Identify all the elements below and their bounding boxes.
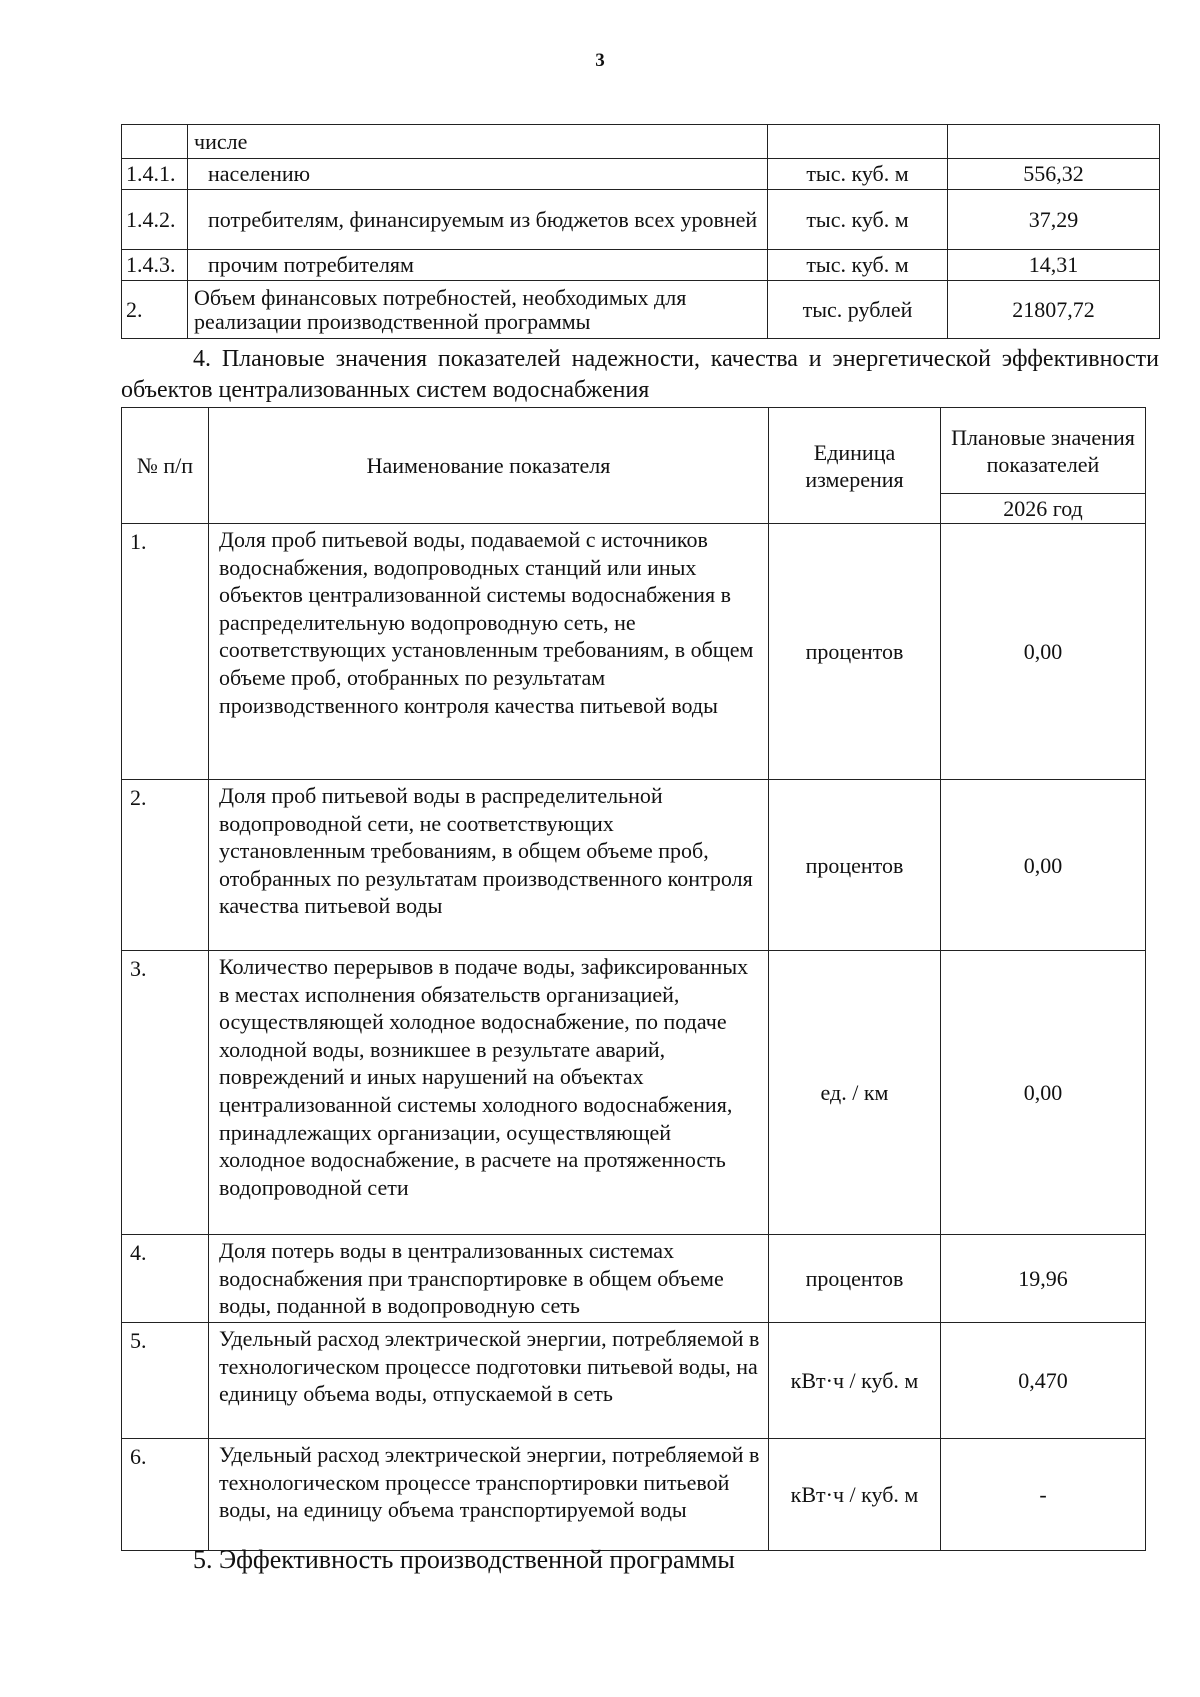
row-value: 556,32: [948, 159, 1160, 190]
row-name: Доля потерь воды в централизованных системах водоснабжения при транспортировке в общем объеме воды, поданной в водопроводную сеть: [209, 1235, 769, 1323]
row-value: 37,29: [948, 190, 1160, 250]
table-row: [122, 1439, 1146, 1551]
row-name: прочим потребителям: [188, 250, 768, 281]
table-row: [122, 780, 1146, 951]
row-name: Доля проб питьевой воды в распределительной водопроводной сети, не соответствующих установленным требованиям, в общем объеме проб, отобранных по результатам производственного контроля качества питьевой воды: [209, 780, 769, 951]
row-value: -: [941, 1439, 1146, 1551]
row-number: 2.: [122, 780, 209, 951]
row-value: 0,00: [941, 780, 1146, 951]
row-name: Доля проб питьевой воды, подаваемой с источников водоснабжения, водопроводных станций или иных объектов централизованной системы водоснабжения в распределительную водопроводную сеть, не соответствующих установленным требованиям, в общем объеме проб, отобранных по результатам производственного контроля качества питьевой воды: [209, 524, 769, 780]
row-name: Объем финансовых потребностей, необходимых для реализации производственной программы: [188, 281, 768, 339]
row-name: Удельный расход электрической энергии, потребляемой в технологическом процессе транспортировки питьевой воды, на единицу объема транспортируемой воды: [209, 1439, 769, 1551]
section-4-heading: [121, 344, 1159, 406]
row-unit: процентов: [769, 524, 941, 780]
table-row: [122, 159, 1160, 190]
section-4-title: Плановые значения показателей надежности, качества и энергетической эффективности объектов централизованных систем водоснабжения: [121, 346, 1159, 403]
row-unit: тыс. рублей: [768, 281, 948, 339]
row-number: 1.: [122, 524, 209, 780]
row-unit: тыс. куб. м: [768, 159, 948, 190]
header-name: Наименование показателя: [209, 408, 769, 524]
row-name: населению: [188, 159, 768, 190]
section-4-number: 4.: [193, 346, 211, 372]
row-unit: кВт·ч / куб. м: [769, 1439, 941, 1551]
row-number: 6.: [122, 1439, 209, 1551]
table-row: [122, 524, 1146, 780]
table-row: [122, 190, 1160, 250]
row-value: 0,00: [941, 951, 1146, 1235]
row-number: 2.: [122, 281, 188, 339]
table-row: [122, 1235, 1146, 1323]
row-number: 1.4.3.: [122, 250, 188, 281]
row-number: 1.4.2.: [122, 190, 188, 250]
row-unit: тыс. куб. м: [768, 250, 948, 281]
row-value: 14,31: [948, 250, 1160, 281]
header-unit: Единица измерения: [769, 408, 941, 524]
row-value: 19,96: [941, 1235, 1146, 1323]
table-row: [122, 951, 1146, 1235]
header-year: 2026 год: [941, 494, 1146, 524]
row-number: [122, 125, 188, 159]
row-unit: процентов: [769, 1235, 941, 1323]
row-number: 1.4.1.: [122, 159, 188, 190]
row-value: 0,00: [941, 524, 1146, 780]
row-number: 3.: [122, 951, 209, 1235]
row-value: 21807,72: [948, 281, 1160, 339]
row-name: Удельный расход электрической энергии, потребляемой в технологическом процессе подготовки питьевой воды, на единицу объема воды, отпускаемой в сеть: [209, 1323, 769, 1439]
page-number: 3: [595, 50, 605, 71]
row-name: Количество перерывов в подаче воды, зафиксированных в местах исполнения обязательств организацией, осуществляющей холодное водоснабжение, по подаче холодной воды, возникшее в результате аварий, повреждений и иных нарушений на объектах централизованной системы холодного водоснабжения, принадлежащих организации, осуществляющей холодное водоснабжение, в расчете на протяженность водопроводной сети: [209, 951, 769, 1235]
section-5-heading: 5. Эффективность производственной программы: [193, 1545, 735, 1574]
row-unit: процентов: [769, 780, 941, 951]
header-no: № п/п: [122, 408, 209, 524]
table-row: [122, 281, 1160, 339]
row-number: 4.: [122, 1235, 209, 1323]
table-row: [122, 1323, 1146, 1439]
table-row: [122, 125, 1160, 159]
indicators-table: [121, 407, 1146, 1551]
row-unit: тыс. куб. м: [768, 190, 948, 250]
row-value: 0,470: [941, 1323, 1146, 1439]
production-volume-table: [121, 124, 1160, 339]
row-value: [948, 125, 1160, 159]
row-unit: [768, 125, 948, 159]
row-name: числе: [188, 125, 768, 159]
row-number: 5.: [122, 1323, 209, 1439]
row-name: потребителям, финансируемым из бюджетов всех уровней: [188, 190, 768, 250]
table-row: [122, 250, 1160, 281]
row-unit: кВт·ч / куб. м: [769, 1323, 941, 1439]
row-unit: ед. / км: [769, 951, 941, 1235]
header-planned: Плановые значения показателей: [941, 408, 1146, 494]
